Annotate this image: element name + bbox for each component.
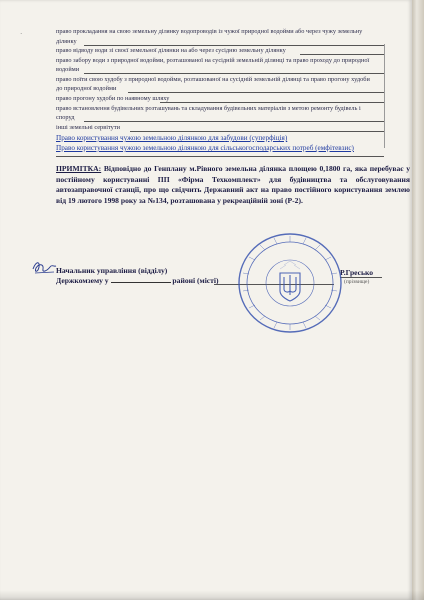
- form-line: право прокладання на свою земельну ділянку водопроводів із чужої природної водойми або через чужу земельну: [56, 28, 363, 35]
- handwritten-initials-icon: [30, 255, 58, 277]
- name-underline: [340, 277, 382, 278]
- page-bottom-shadow: [0, 590, 424, 600]
- official-title-line2: [56, 276, 219, 285]
- note-text: Відповідно до Генплану м.Рівного земельна ділянка площею 0,1800 га, яка перебуває у постійному користуванні ПП «Фірма Техкомплект» для будівництва та обслуговування автозаправочної станції, про що свідчить Державний акт на право постійного користування землею від 19 лютого 1998 року за №134, розташована у рекреаційній зоні (Р-2).: [56, 164, 410, 205]
- form-line: водойми: [56, 66, 80, 73]
- form-rule: [130, 131, 384, 132]
- section-divider: [56, 156, 384, 157]
- form-rule: [84, 121, 384, 122]
- form-line: право відводу води зі своєї земельної ділянки на або через сусідню земельну ділянку: [56, 47, 286, 54]
- form-line: право забору води з природної водойми, розташованої на сусідній земельній ділянці та право проходу до природної: [56, 57, 370, 64]
- form-rule: [84, 73, 384, 74]
- form-line: інші земельні сервітути: [56, 124, 120, 131]
- form-rule: [128, 92, 384, 93]
- note-label: ПРИМІТКА:: [56, 164, 102, 173]
- form-line: право поїти свою худобу з природної водойми, розташованої на сусідній земельній ділянці та право прогону худоби: [56, 76, 370, 83]
- form-line: право прогону худоби по наявному шляху: [56, 95, 170, 102]
- name-caption: (прізвище): [344, 279, 370, 285]
- official-name: Р.Гресько: [340, 268, 374, 277]
- form-rule: [160, 102, 384, 103]
- form-line: до природної водойми: [56, 85, 117, 92]
- page-binding-edge: [412, 0, 424, 600]
- district-blank: [111, 282, 171, 283]
- form-line: споруд: [56, 114, 75, 121]
- official-title-suffix: районі (місті): [172, 276, 219, 285]
- form-line: ділянку: [56, 38, 77, 45]
- form-rule: [300, 54, 384, 55]
- form-line: право встановлення будівельних розташувань та складування будівельних матеріалів з метою ремонту будівель і: [56, 105, 361, 112]
- right-emphyteusis-link[interactable]: Право користування чужою земельною ділянкою для сільськогосподарських потреб (емфітевзис): [56, 144, 354, 152]
- corner-mark: ·: [20, 30, 23, 38]
- official-title-line1: Начальник управління (відділу): [56, 266, 168, 275]
- note-paragraph: [56, 164, 410, 206]
- form-rule: [84, 45, 384, 46]
- official-stamp-seal-icon: [236, 231, 344, 335]
- right-superficies-link[interactable]: Право користування чужою земельною ділянкою для забудови (суперфіція): [56, 134, 288, 142]
- official-title-prefix: Держкомзему у: [56, 276, 109, 285]
- margin-line: [384, 44, 385, 148]
